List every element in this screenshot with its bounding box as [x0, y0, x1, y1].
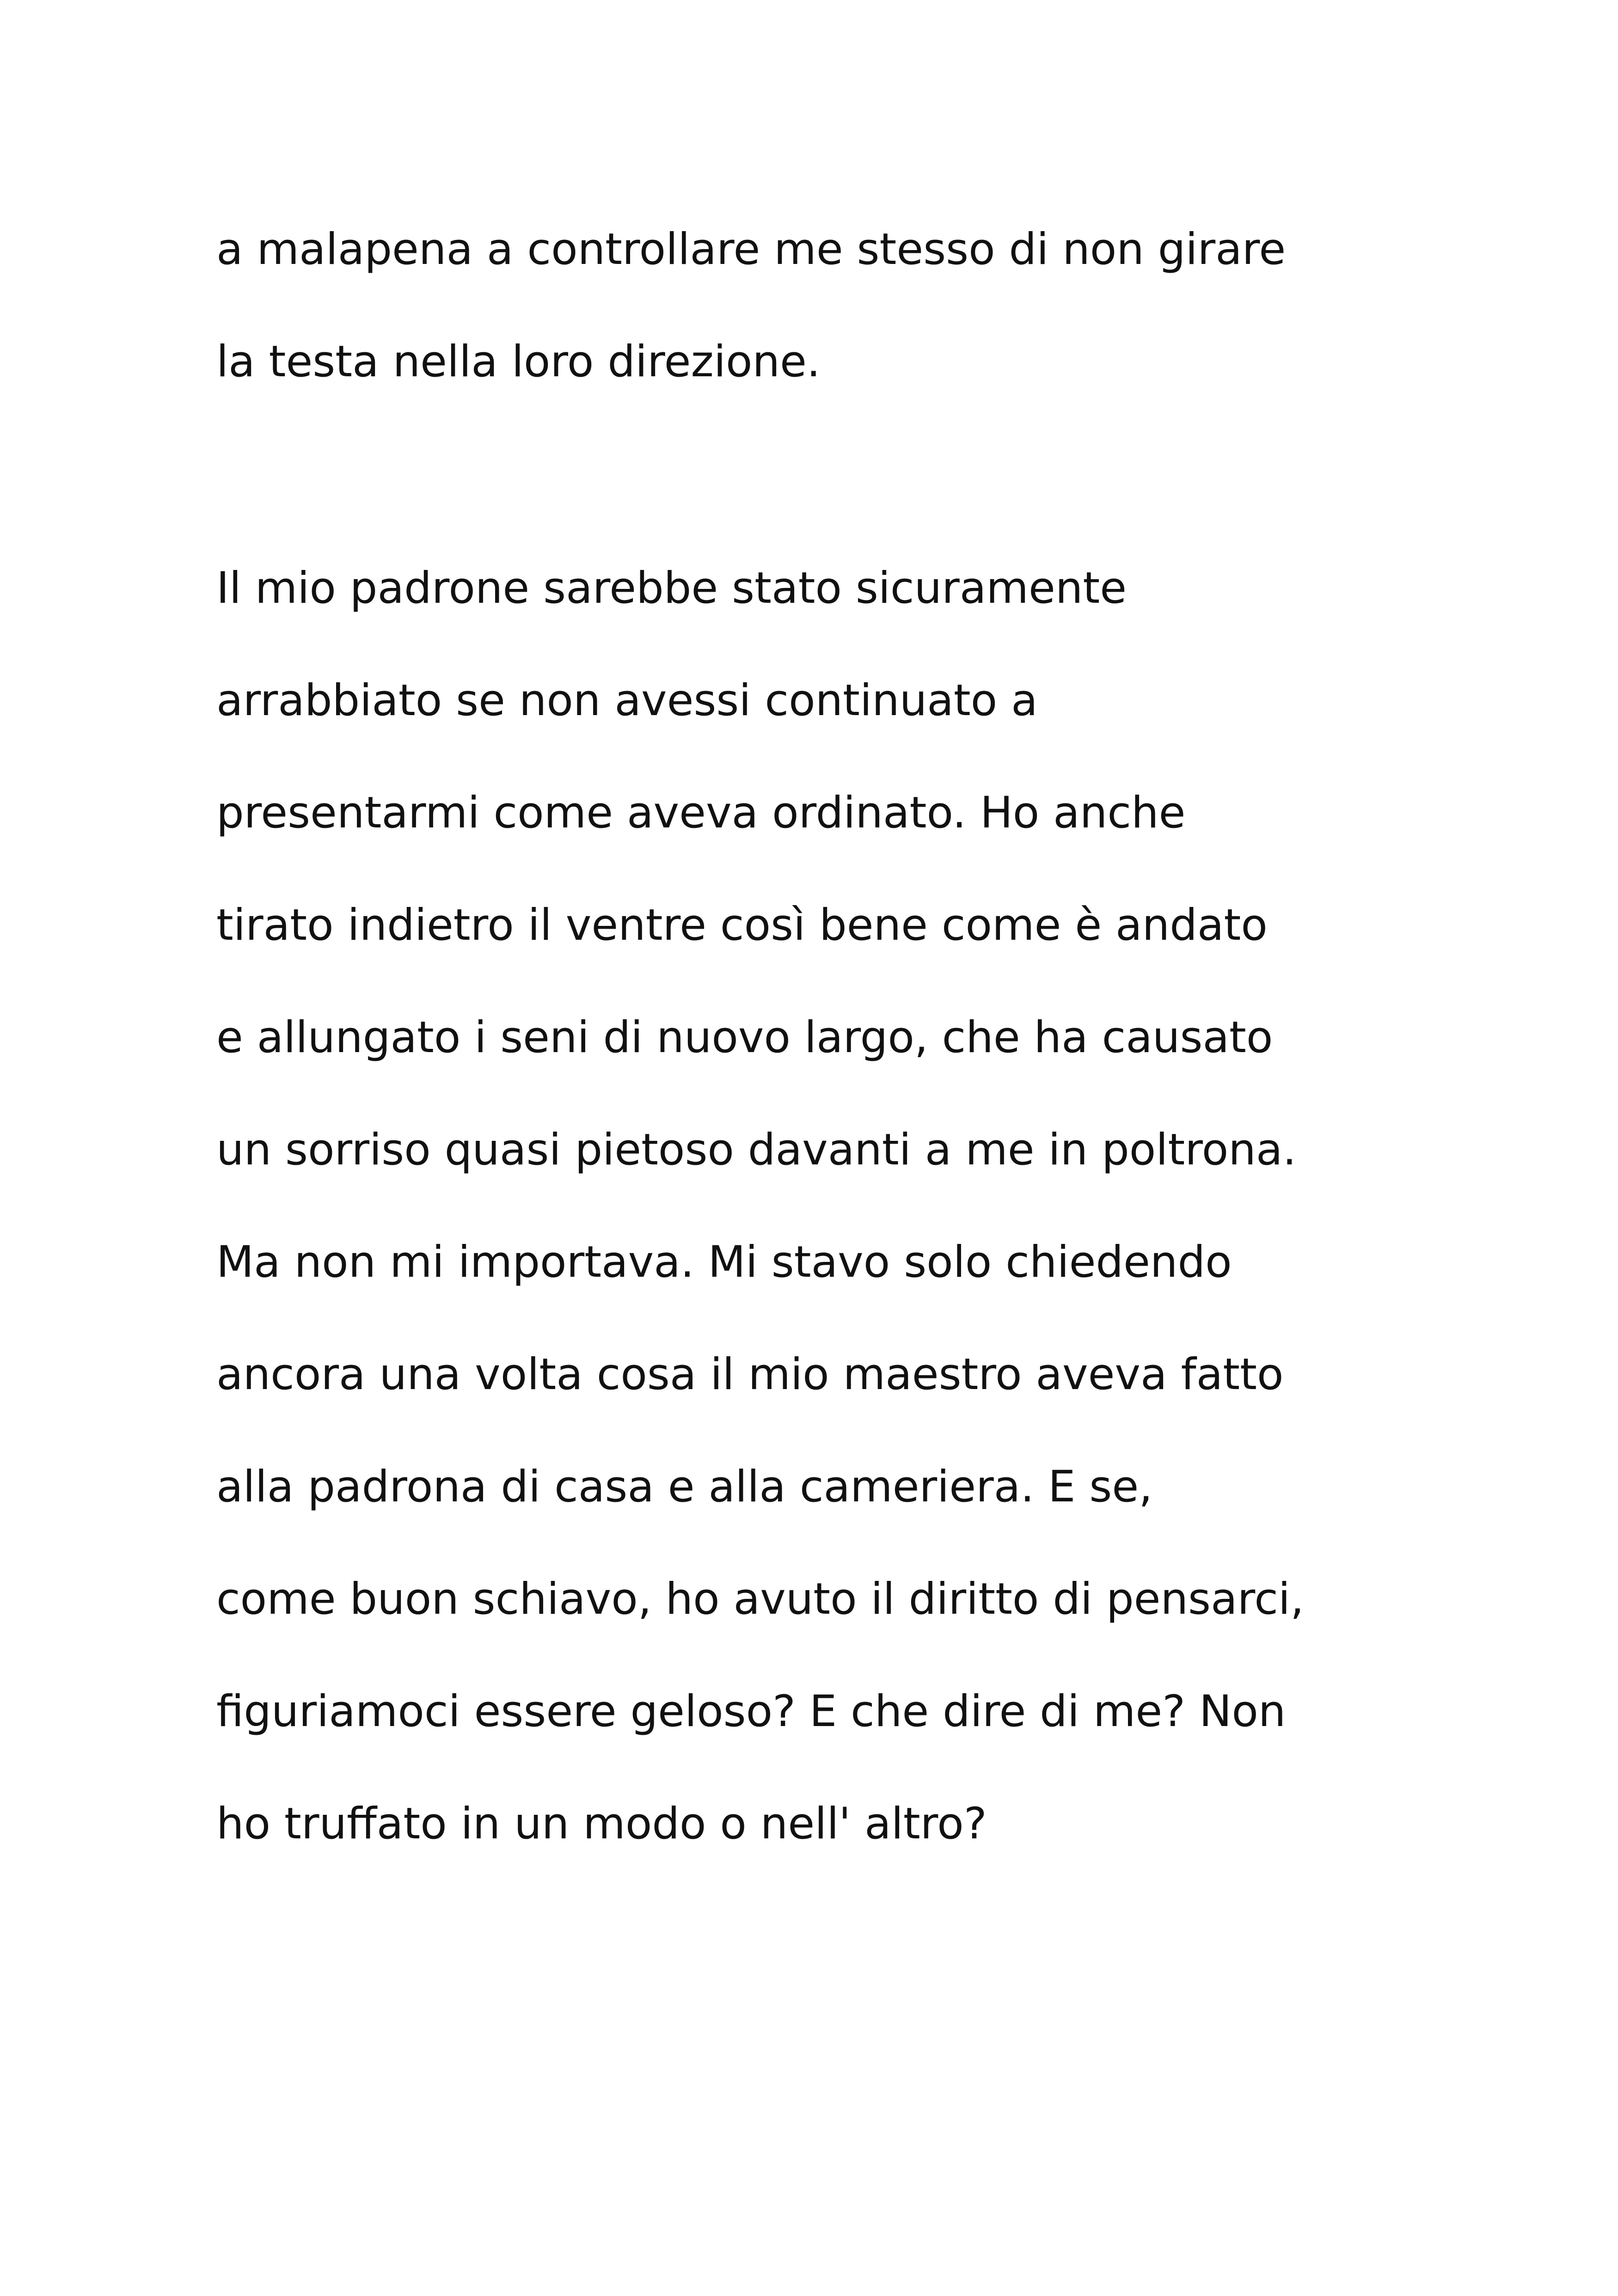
- text-line: la testa nella loro direzione.: [216, 337, 821, 387]
- text-line: presentarmi come aveva ordinato. Ho anche: [216, 788, 1186, 838]
- text-line: Il mio padrone sarebbe stato sicuramente: [216, 563, 1127, 613]
- text-line: alla padrona di casa e alla cameriera. E se,: [216, 1462, 1153, 1512]
- text-line: ancora una volta cosa il mio maestro aveva fatto: [216, 1349, 1284, 1400]
- text-line: Ma non mi importava. Mi stavo solo chiedendo: [216, 1237, 1232, 1287]
- text-line: figuriamoci essere geloso? E che dire di me? Non: [216, 1686, 1286, 1737]
- text-line: come buon schiavo, ho avuto il diritto di pensarci,: [216, 1574, 1304, 1624]
- text-line: a malapena a controllare me stesso di non girare: [216, 224, 1286, 275]
- paragraph-2: [216, 532, 1465, 1880]
- text-line: e allungato i seni di nuovo largo, che ha causato: [216, 1012, 1273, 1063]
- text-line: arrabbiato se non avessi continuato a: [216, 675, 1038, 726]
- text-line: ho truffato in un modo o nell' altro?: [216, 1799, 987, 1849]
- paragraph-1: [216, 193, 1465, 418]
- text-line: un sorriso quasi pietoso davanti a me in poltrona.: [216, 1125, 1297, 1175]
- text-line: tirato indietro il ventre così bene come è andato: [216, 900, 1268, 950]
